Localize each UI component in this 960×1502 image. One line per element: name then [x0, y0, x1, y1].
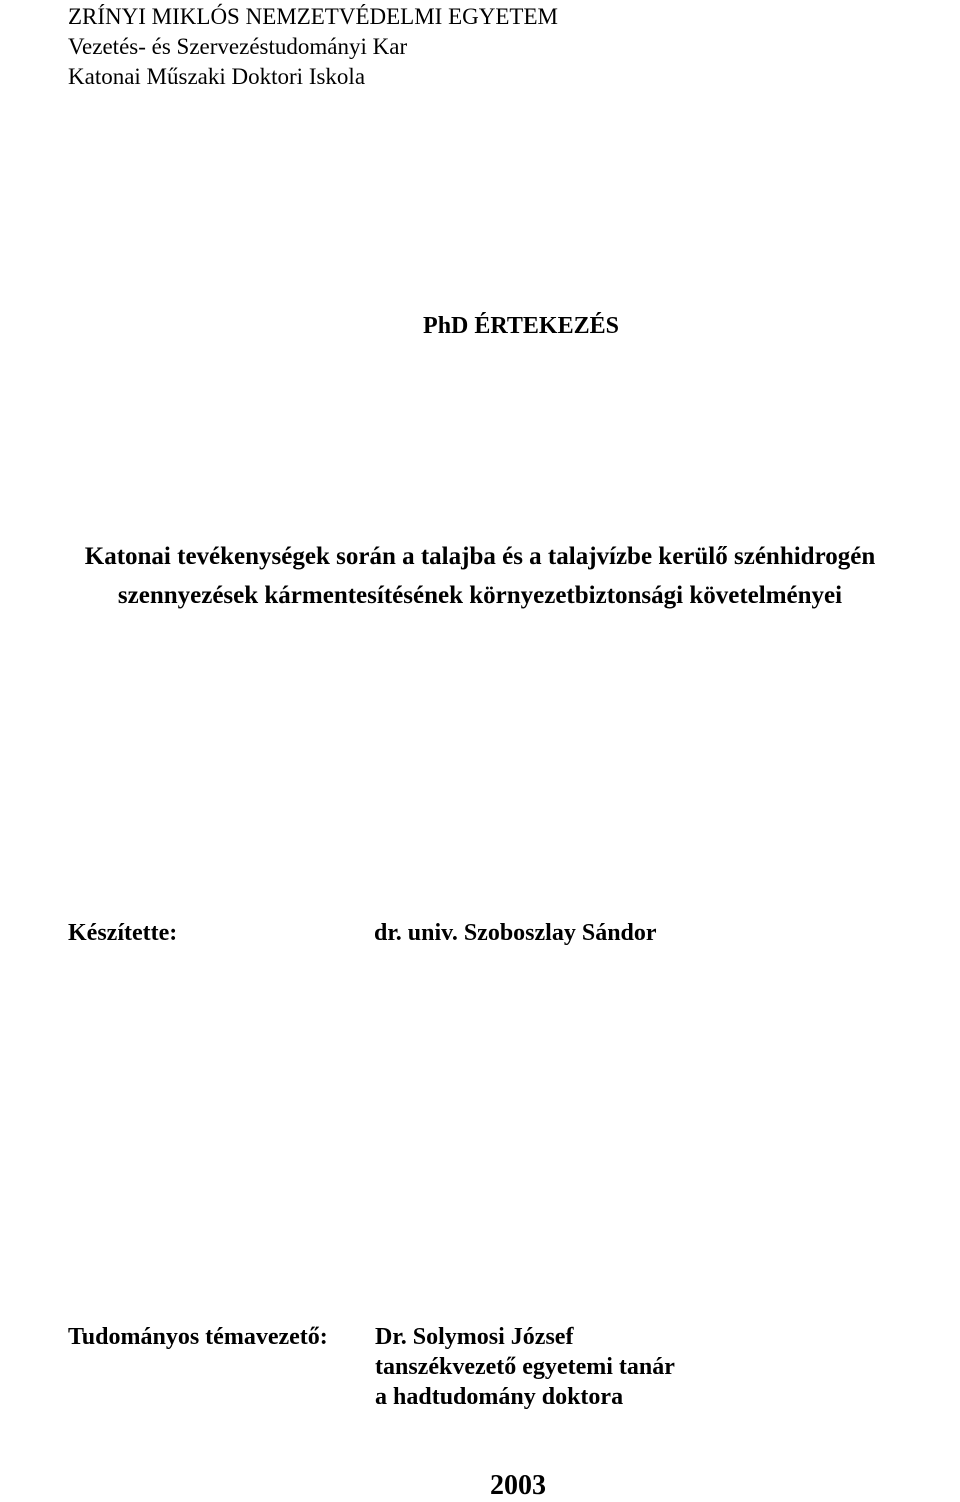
supervisor-label: Tudományos témavezető: [68, 1324, 328, 1350]
thesis-title [0, 537, 960, 615]
supervisor-degree: a hadtudomány doktora [375, 1384, 624, 1410]
supervisor-details [375, 1322, 675, 1412]
supervisor-position: tanszékvezető egyetemi tanár [375, 1354, 675, 1380]
thesis-title-line-1: Katonai tevékenységek során a talajba és a talajvízbe kerülő szénhidrogén [84, 543, 876, 570]
university-name: ZRÍNYI MIKLÓS NEMZETVÉDELMI EGYETEM [68, 4, 558, 29]
document-type: PhD ÉRTEKEZÉS [423, 313, 619, 339]
author-label: Készítette: [68, 920, 178, 946]
author-name: dr. univ. Szoboszlay Sándor [374, 920, 657, 946]
publication-year: 2003 [490, 1470, 546, 1501]
doctoral-school-name: Katonai Műszaki Doktori Iskola [68, 64, 366, 89]
faculty-name: Vezetés- és Szervezéstudományi Kar [68, 34, 408, 59]
thesis-title-line-2: szennyezések kármentesítésének környezetbiztonsági követelményei [117, 582, 843, 609]
supervisor-name: Dr. Solymosi József [375, 1324, 574, 1350]
institution-header [68, 2, 558, 92]
